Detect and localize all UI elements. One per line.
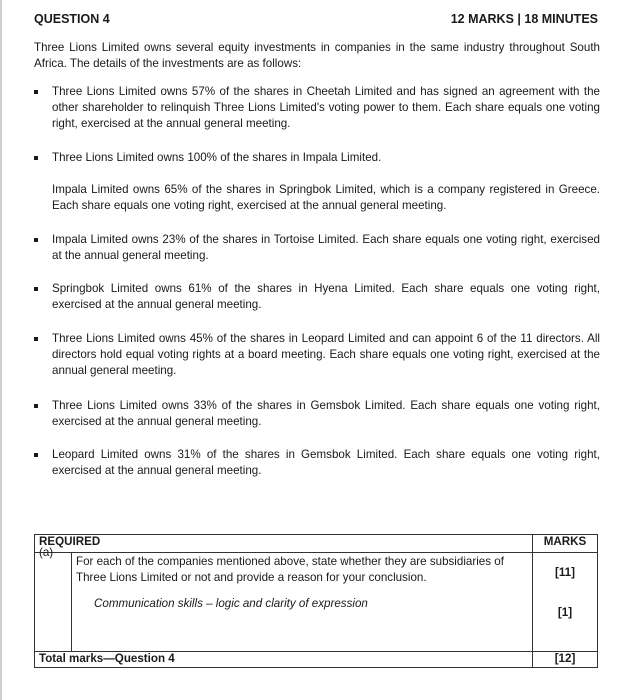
total-marks: [12] (533, 652, 598, 668)
bullet-hyena (34, 281, 600, 313)
impala-springbok-paragraph: Impala Limited owns 65% of the shares in Springbok Limited, which is a company registered in Greece. Each share equals one voting right, exercised at the annual general meeting. (52, 183, 600, 212)
table-header-row (35, 535, 598, 553)
bullet-text: Springbok Limited owns 61% of the shares in Hyena Limited. Each share equals one voting right, exercised at the annual general meeting. (52, 282, 600, 311)
question-title: QUESTION 4 (34, 12, 110, 26)
bullet-tortoise (34, 232, 600, 264)
required-table (34, 534, 598, 668)
communication-text: Communication skills – logic and clarity of expression (94, 597, 368, 610)
bullet-gemsbok-leopard (34, 447, 600, 479)
question-marks: [11] (555, 566, 575, 579)
table-row (35, 553, 598, 652)
bullet-icon (34, 453, 38, 457)
page-edge (0, 0, 2, 700)
bullet-leopard (34, 331, 600, 379)
intro-paragraph: Three Lions Limited owns several equity investments in companies in the same industry throughout South Africa. The details of the investments are as follows: (34, 41, 600, 70)
bullet-icon (34, 238, 38, 242)
bullet-text: Leopard Limited owns 31% of the shares in Gemsbok Limited. Each share equals one voting right, exercised at the annual general meeting. (52, 448, 600, 477)
bullet-impala (34, 150, 600, 166)
communication-marks: [1] (557, 606, 573, 619)
bullet-icon (34, 90, 38, 94)
bullet-cheetah (34, 84, 600, 132)
marks-header: MARKS (533, 535, 598, 553)
question-marks-time: 12 MARKS | 18 MINUTES (450, 12, 598, 26)
bullet-text: Impala Limited owns 23% of the shares in Tortoise Limited. Each share equals one voting right, exercised at the annual general meeting. (52, 233, 600, 262)
bullet-text: Three Lions Limited owns 100% of the shares in Impala Limited. (52, 151, 382, 164)
bullet-text: Three Lions Limited owns 45% of the shares in Leopard Limited and can appoint 6 of the 11 directors. All directors hold equal voting rights at a board meeting. Each share equals one voting right, exercised at the annual general meeting. (52, 332, 600, 377)
total-row (35, 652, 598, 668)
question-cell (72, 553, 533, 652)
total-label: Total marks—Question 4 (35, 652, 533, 668)
marks-cell (533, 553, 598, 652)
question-text: For each of the companies mentioned above, state whether they are subsidiaries of Three Lions Limited or not and provide a reason for your conclusion. (76, 555, 504, 584)
bullet-gemsbok-three-lions (34, 398, 600, 430)
bullet-icon (34, 156, 38, 160)
question-header (34, 12, 598, 26)
bullet-text: Three Lions Limited owns 57% of the shares in Cheetah Limited and has signed an agreement with the other shareholder to relinquish Three Lions Limited's voting power to them. Each share equals one voting right, exercised at the annual general meeting. (52, 85, 600, 130)
part-text: (a) (39, 546, 54, 559)
bullet-text: Three Lions Limited owns 33% of the shares in Gemsbok Limited. Each share equals one voting right, exercised at the annual general meeting. (52, 399, 600, 428)
part-label (35, 546, 72, 652)
bullet-icon (34, 337, 38, 341)
bullet-icon (34, 287, 38, 291)
bullet-icon (34, 404, 38, 408)
required-header: REQUIRED (35, 535, 533, 553)
